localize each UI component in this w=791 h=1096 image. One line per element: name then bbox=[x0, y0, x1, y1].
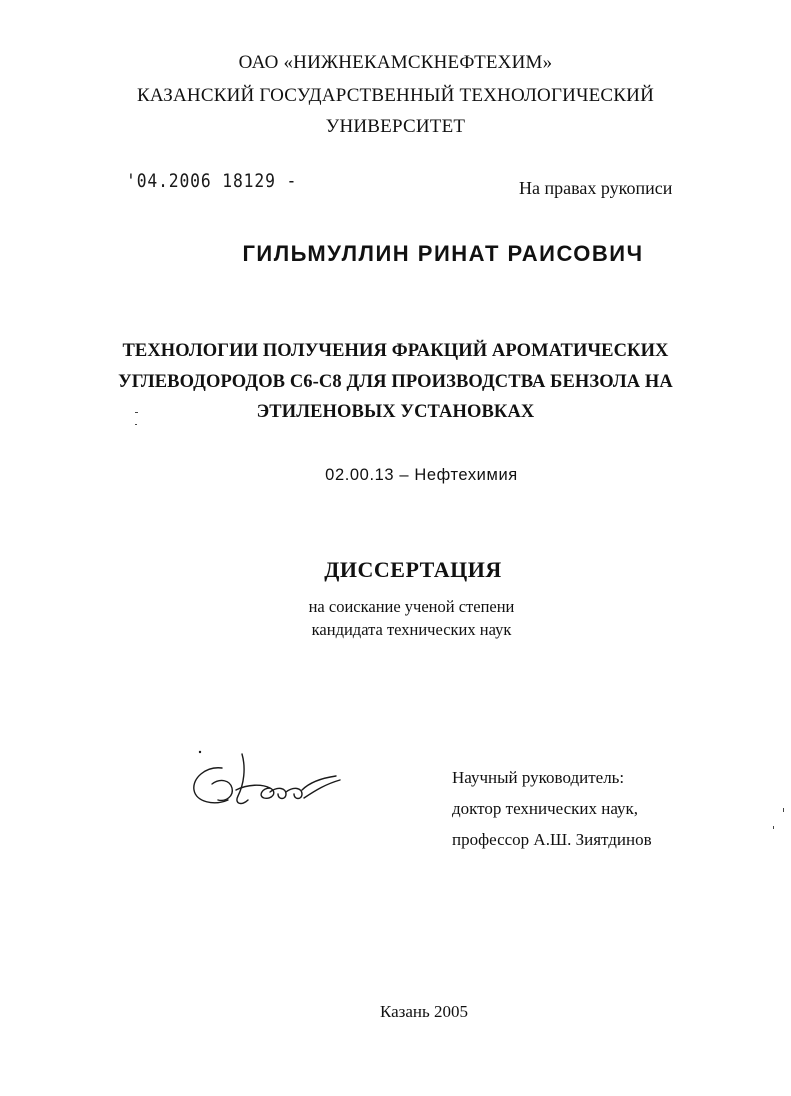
organization-line-2: КАЗАНСКИЙ ГОСУДАРСТВЕННЫЙ ТЕХНОЛОГИЧЕСКИЙ bbox=[136, 85, 655, 106]
degree-line-1: на соискание ученой степени bbox=[308, 597, 515, 616]
dissertation-title-line-2: УГЛЕВОДОРОДОВ С6-С8 ДЛЯ ПРОИЗВОДСТВА БЕНЗОЛА НА bbox=[118, 372, 673, 392]
degree-line-2: кандидата технических наук bbox=[311, 620, 512, 639]
scan-speck bbox=[783, 808, 784, 812]
advisor-name: профессор А.Ш. Зиятдинов bbox=[452, 830, 652, 849]
organization-line-1: ОАО «НИЖНЕКАМСКНЕФТЕХИМ» bbox=[238, 52, 553, 73]
advisor-degree: доктор технических наук, bbox=[452, 799, 639, 818]
advisor-label: Научный руководитель: bbox=[452, 768, 625, 787]
document-type-heading: ДИССЕРТАЦИЯ bbox=[324, 557, 502, 582]
manuscript-rights-note: На правах рукописи bbox=[519, 178, 673, 198]
dissertation-title-line-1: ТЕХНОЛОГИИ ПОЛУЧЕНИЯ ФРАКЦИЙ АРОМАТИЧЕСКИХ bbox=[122, 341, 669, 361]
handwritten-signature-icon bbox=[186, 748, 346, 818]
scan-speck bbox=[135, 412, 138, 413]
scan-speck bbox=[135, 424, 137, 425]
registration-stamp-number: '04.2006 18129 - bbox=[126, 170, 298, 192]
scan-speck bbox=[773, 826, 774, 829]
author-name: ГИЛЬМУЛЛИН РИНАТ РАИСОВИЧ bbox=[242, 241, 644, 266]
organization-line-3: УНИВЕРСИТЕТ bbox=[325, 116, 466, 137]
dissertation-title-line-3: ЭТИЛЕНОВЫХ УСТАНОВКАХ bbox=[256, 402, 535, 422]
specialty-code: 02.00.13 – Нефтехимия bbox=[325, 466, 518, 484]
city-and-year: Казань 2005 bbox=[379, 1002, 469, 1021]
